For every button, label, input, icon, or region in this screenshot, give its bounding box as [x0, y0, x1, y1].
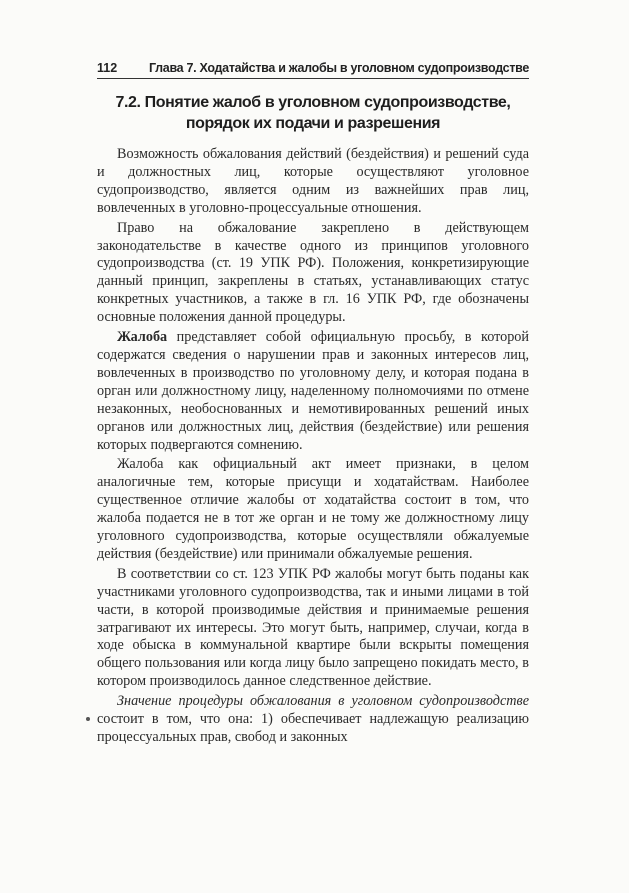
term-complaint: Жалоба: [117, 329, 168, 346]
section-title-line-2: порядок их подачи и разрешения: [185, 115, 441, 132]
margin-mark: [86, 717, 90, 721]
section-title-line-1: 7.2. Понятие жалоб в уголовном судопроизводстве,: [115, 94, 511, 111]
chapter-title: Глава 7. Ходатайства и жалобы в уголовном судопроизводстве: [149, 61, 530, 75]
paragraph-2: Право на обжалование закреплено в действующем законодательстве в качестве одного из принципов уголовного судопроизводства (ст. 19 УПК РФ). Положения, конкретизирующие данный принцип, закреплены в статьях, устанавливающих статус конкретных участников, а также в гл. 16 УПК РФ, где обозначены основные положения данной процедуры.: [97, 219, 529, 326]
paragraph-5: В соответствии со ст. 123 УПК РФ жалобы могут быть поданы как участниками уголовного судопроизводства, так и иными лицами в той части, в которой производимые действия и принимаемые решения затрагивают их интересы. Это могут быть, например, случаи, когда в ходе обыска в коммунальной квартире были вскрыты помещения общего пользования или когда лицу было запрещено покидать место, в котором производилось данное следственное действие.: [97, 565, 529, 690]
term-significance: Значение процедуры обжалования в уголовном судопроизводстве: [117, 693, 529, 710]
running-head: [97, 58, 529, 79]
section-heading: [97, 92, 529, 134]
paragraph-3-text: представляет собой официальную просьбу, в которой содержатся сведения о нарушении прав и законных интересов лиц, вовлеченных в производство по уголовному делу, и которая подана в орган или должностному лицу, наделенному полномочиями по отмене незаконных, необоснованных и немотивированных решений иных органов или должностных лиц, действия (бездействие) или решения которых подвергаются сомнению.: [97, 329, 529, 453]
page-number: 112: [97, 61, 118, 75]
body-text: [97, 146, 529, 749]
paragraph-6-text: состоит в том, что она: 1) обеспечивает надлежащую реализацию процессуальных прав, свобод и законных: [97, 711, 529, 745]
paragraph-4: Жалоба как официальный акт имеет признаки, в целом аналогичные тем, которые присущи и ходатайствам. Наиболее существенное отличие жалобы от ходатайства состоит в том, что жалоба подается не в тот же орган и не тому же должностному лицу уголовного судопроизводства, которые осуществляли обжалуемые действия (бездействие) или принимали обжалуемые решения.: [97, 456, 529, 562]
paragraph-6: [97, 693, 529, 747]
paragraph-3: [97, 329, 529, 454]
paragraph-1: Возможность обжалования действий (бездействия) и решений суда и должностных лиц, которые осуществляют уголовное судопроизводство, является одним из важнейших прав лиц, вовлеченных в уголовно-процессуальные отношения.: [97, 146, 529, 216]
